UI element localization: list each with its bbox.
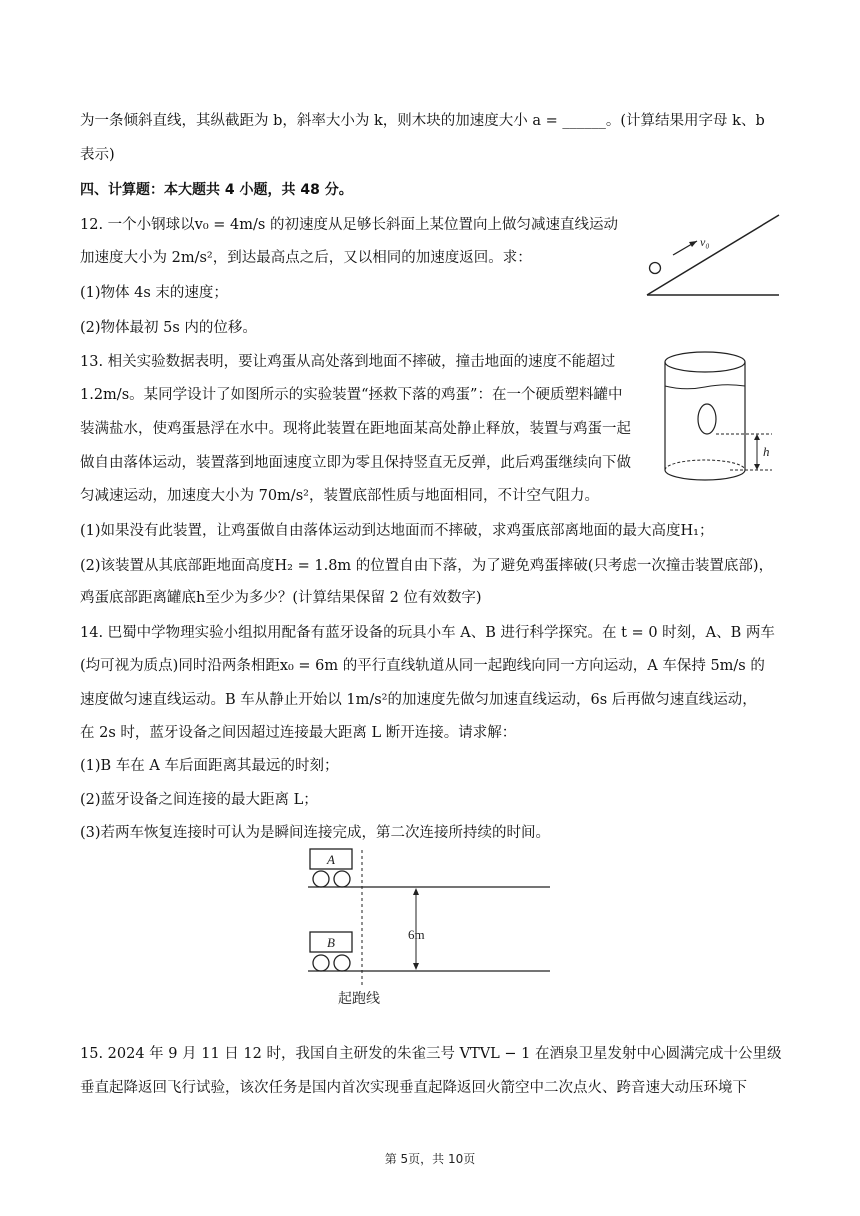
v0-label: v₀ — [700, 235, 710, 249]
h-label: h — [763, 444, 770, 459]
q14-line-4: 在 2s 时，蓝牙设备之间因超过连接最大距离 L 断开连接。请求解： — [80, 725, 517, 741]
steel-ball — [650, 263, 661, 274]
q12-part-1: (1)物体 4s 末的速度； — [80, 285, 228, 301]
q13-line-2: 1.2m/s。某同学设计了如图所示的实验装置“拯救下落的鸡蛋”：在一个硬质塑料罐中 — [80, 387, 623, 403]
q12-line-2: 加速度大小为 2m/s²，到达最高点之后，又以相同的加速度返回。求： — [80, 250, 532, 266]
car-b-label: B — [327, 935, 335, 950]
q13-line-5: 匀减速运动，加速度大小为 70m/s²，装置底部性质与地面相同，不计空气阻力。 — [80, 488, 599, 504]
q13-line-4: 做自由落体运动，装置落到地面速度立即为零且保持竖直无反弹，此后鸡蛋继续向下做 — [80, 455, 631, 471]
q12-line-1: 12. 一个小钢球以v₀ = 4m/s 的初速度从足够长斜面上某位置向上做匀减速直线运动 — [80, 217, 618, 233]
egg — [698, 404, 716, 434]
cars-figure — [300, 845, 560, 1010]
start-line-label: 起跑线 — [338, 992, 380, 1007]
q14-part-3: (3)若两车恢复连接时可认为是瞬间连接完成，第二次连接所持续的时间。 — [80, 825, 551, 841]
can-figure — [660, 348, 790, 494]
q15-line-1: 15. 2024 年 9 月 11 日 12 时，我国自主研发的朱雀三号 VTVL − 1 在酒泉卫星发射中心圆满完成十公里级 — [80, 1046, 782, 1062]
q14-line-2: (均可视为质点)同时沿两条相距x₀ = 6m 的平行直线轨道从同一起跑线向同一方向运动，A 车保持 5m/s 的 — [80, 658, 765, 674]
q13-part-2: (2)该装置从其底部距地面高度H₂ = 1.8m 的位置自由下落，为了避免鸡蛋摔破(只考虑一次撞击装置底部)， — [80, 558, 774, 574]
q13-line-3: 装满盐水，使鸡蛋悬浮在水中。现将此装置在距地面某高处静止释放，装置与鸡蛋一起 — [80, 421, 631, 437]
incline-figure — [640, 210, 785, 305]
car-a-label: A — [327, 852, 335, 867]
q15-line-2: 垂直起降返回飞行试验，该次任务是国内首次实现垂直起降返回火箭空中二次点火、跨音速大动压环境下 — [80, 1080, 747, 1096]
q13-line-1: 13. 相关实验数据表明，要让鸡蛋从高处落到地面不摔破，撞击地面的速度不能超过 — [80, 354, 616, 370]
q13-part-1: (1)如果没有此装置，让鸡蛋做自由落体运动到达地面而不摔破，求鸡蛋底部离地面的最大高度H₁； — [80, 523, 714, 539]
q13-part-2-cont: 鸡蛋底部距离罐底h至少为多少？(计算结果保留 2 位有效数字) — [80, 590, 482, 606]
q14-part-1: (1)B 车在 A 车后面距离其最远的时刻； — [80, 758, 339, 774]
distance-label: 6m — [408, 927, 425, 942]
section-heading: 四、计算题：本大题共 4 小题，共 48 分。 — [80, 182, 353, 198]
q12-part-2: (2)物体最初 5s 内的位移。 — [80, 320, 257, 336]
text-line-2: 表示) — [80, 147, 115, 163]
q14-line-1: 14. 巴蜀中学物理实验小组拟用配备有蓝牙设备的玩具小车 A、B 进行科学探究。在 t = 0 时刻，A、B 两车 — [80, 625, 775, 641]
text-line-1: 为一条倾斜直线，其纵截距为 b，斜率大小为 k，则木块的加速度大小 a = ______。(计算结果用字母 k、b — [80, 113, 765, 129]
q14-part-2: (2)蓝牙设备之间连接的最大距离 L； — [80, 792, 318, 808]
page-footer: 第 5页，共 10页 — [384, 1152, 476, 1166]
q14-line-3: 速度做匀速直线运动。B 车从静止开始以 1m/s²的加速度先做匀加速直线运动，6s 后再做匀速直线运动， — [80, 692, 757, 708]
